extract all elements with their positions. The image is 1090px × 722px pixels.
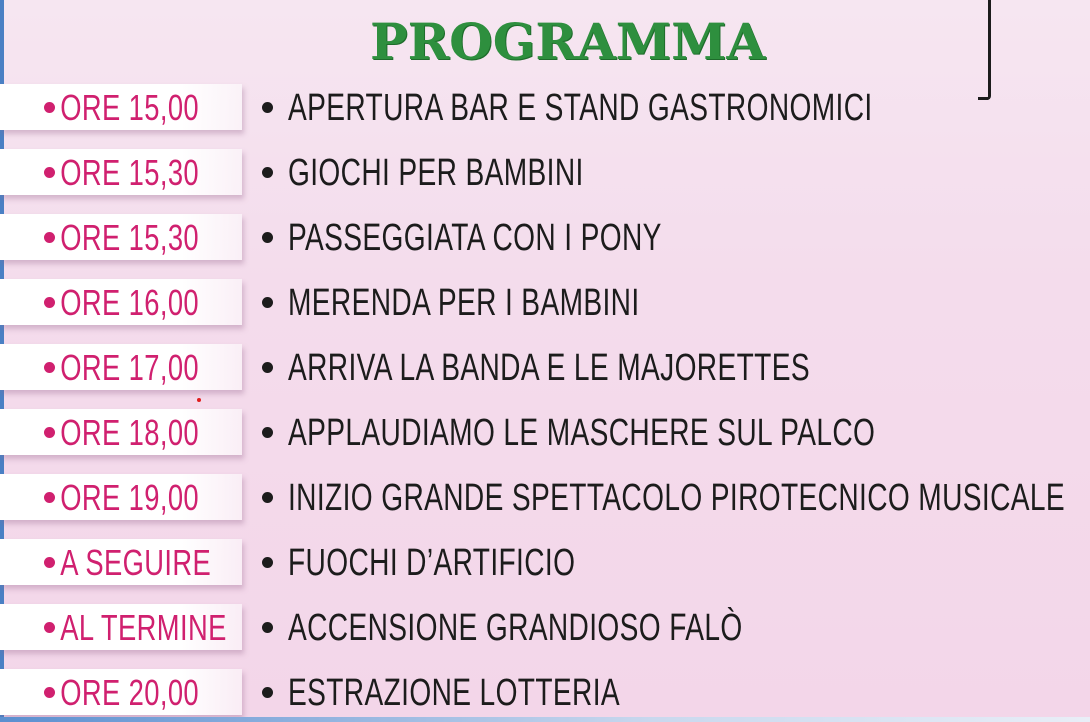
schedule-time: ORE 17,00 (60, 347, 200, 388)
schedule-event: ESTRAZIONE LOTTERIA (288, 672, 621, 714)
schedule-row (0, 529, 1090, 594)
schedule-row (0, 659, 1090, 722)
schedule-event: FUOCHI D’ARTIFICIO (288, 542, 576, 584)
schedule-row (0, 74, 1090, 139)
poster-title: PROGRAMMA (370, 12, 766, 71)
schedule-event: ARRIVA LA BANDA E LE MAJORETTES (288, 347, 810, 389)
event-bullet-icon (262, 687, 273, 698)
schedule-event: GIOCHI PER BAMBINI (288, 152, 584, 194)
event-bullet-icon (262, 167, 273, 178)
schedule-time: ORE 15,30 (60, 217, 200, 258)
event-bullet-icon (262, 362, 273, 373)
schedule-time: ORE 18,00 (60, 412, 200, 453)
event-bullet-icon (262, 427, 273, 438)
event-bullet-icon (262, 232, 273, 243)
schedule-row (0, 464, 1090, 529)
schedule-time: A SEGUIRE (60, 542, 212, 583)
red-speck-mark (197, 398, 201, 402)
schedule-event: PASSEGGIATA CON I PONY (288, 217, 662, 259)
schedule-time: ORE 15,00 (60, 87, 200, 128)
schedule-event: INIZIO GRANDE SPETTACOLO PIROTECNICO MUSICALE (288, 477, 1066, 519)
schedule-time: ORE 16,00 (60, 282, 200, 323)
schedule-event: APPLAUDIAMO LE MASCHERE SUL PALCO (288, 412, 876, 454)
event-bullet-icon (262, 492, 273, 503)
schedule-row (0, 334, 1090, 399)
schedule-row (0, 269, 1090, 334)
event-bullet-icon (262, 102, 273, 113)
event-bullet-icon (262, 622, 273, 633)
schedule-event: MERENDA PER I BAMBINI (288, 282, 640, 324)
schedule-event: ACCENSIONE GRANDIOSO FALÒ (288, 607, 743, 649)
schedule-time: ORE 19,00 (60, 477, 200, 518)
schedule-row (0, 399, 1090, 464)
schedule-row (0, 594, 1090, 659)
event-bullet-icon (262, 297, 273, 308)
schedule-time: ORE 15,30 (60, 152, 200, 193)
schedule-time: AL TERMINE (60, 607, 227, 648)
schedule-row (0, 204, 1090, 269)
schedule-row (0, 139, 1090, 204)
schedule-list (0, 74, 1090, 722)
schedule-time: ORE 20,00 (60, 672, 200, 713)
event-bullet-icon (262, 557, 273, 568)
schedule-event: APERTURA BAR E STAND GASTRONOMICI (288, 87, 873, 129)
bottom-border-strip (0, 717, 1090, 722)
